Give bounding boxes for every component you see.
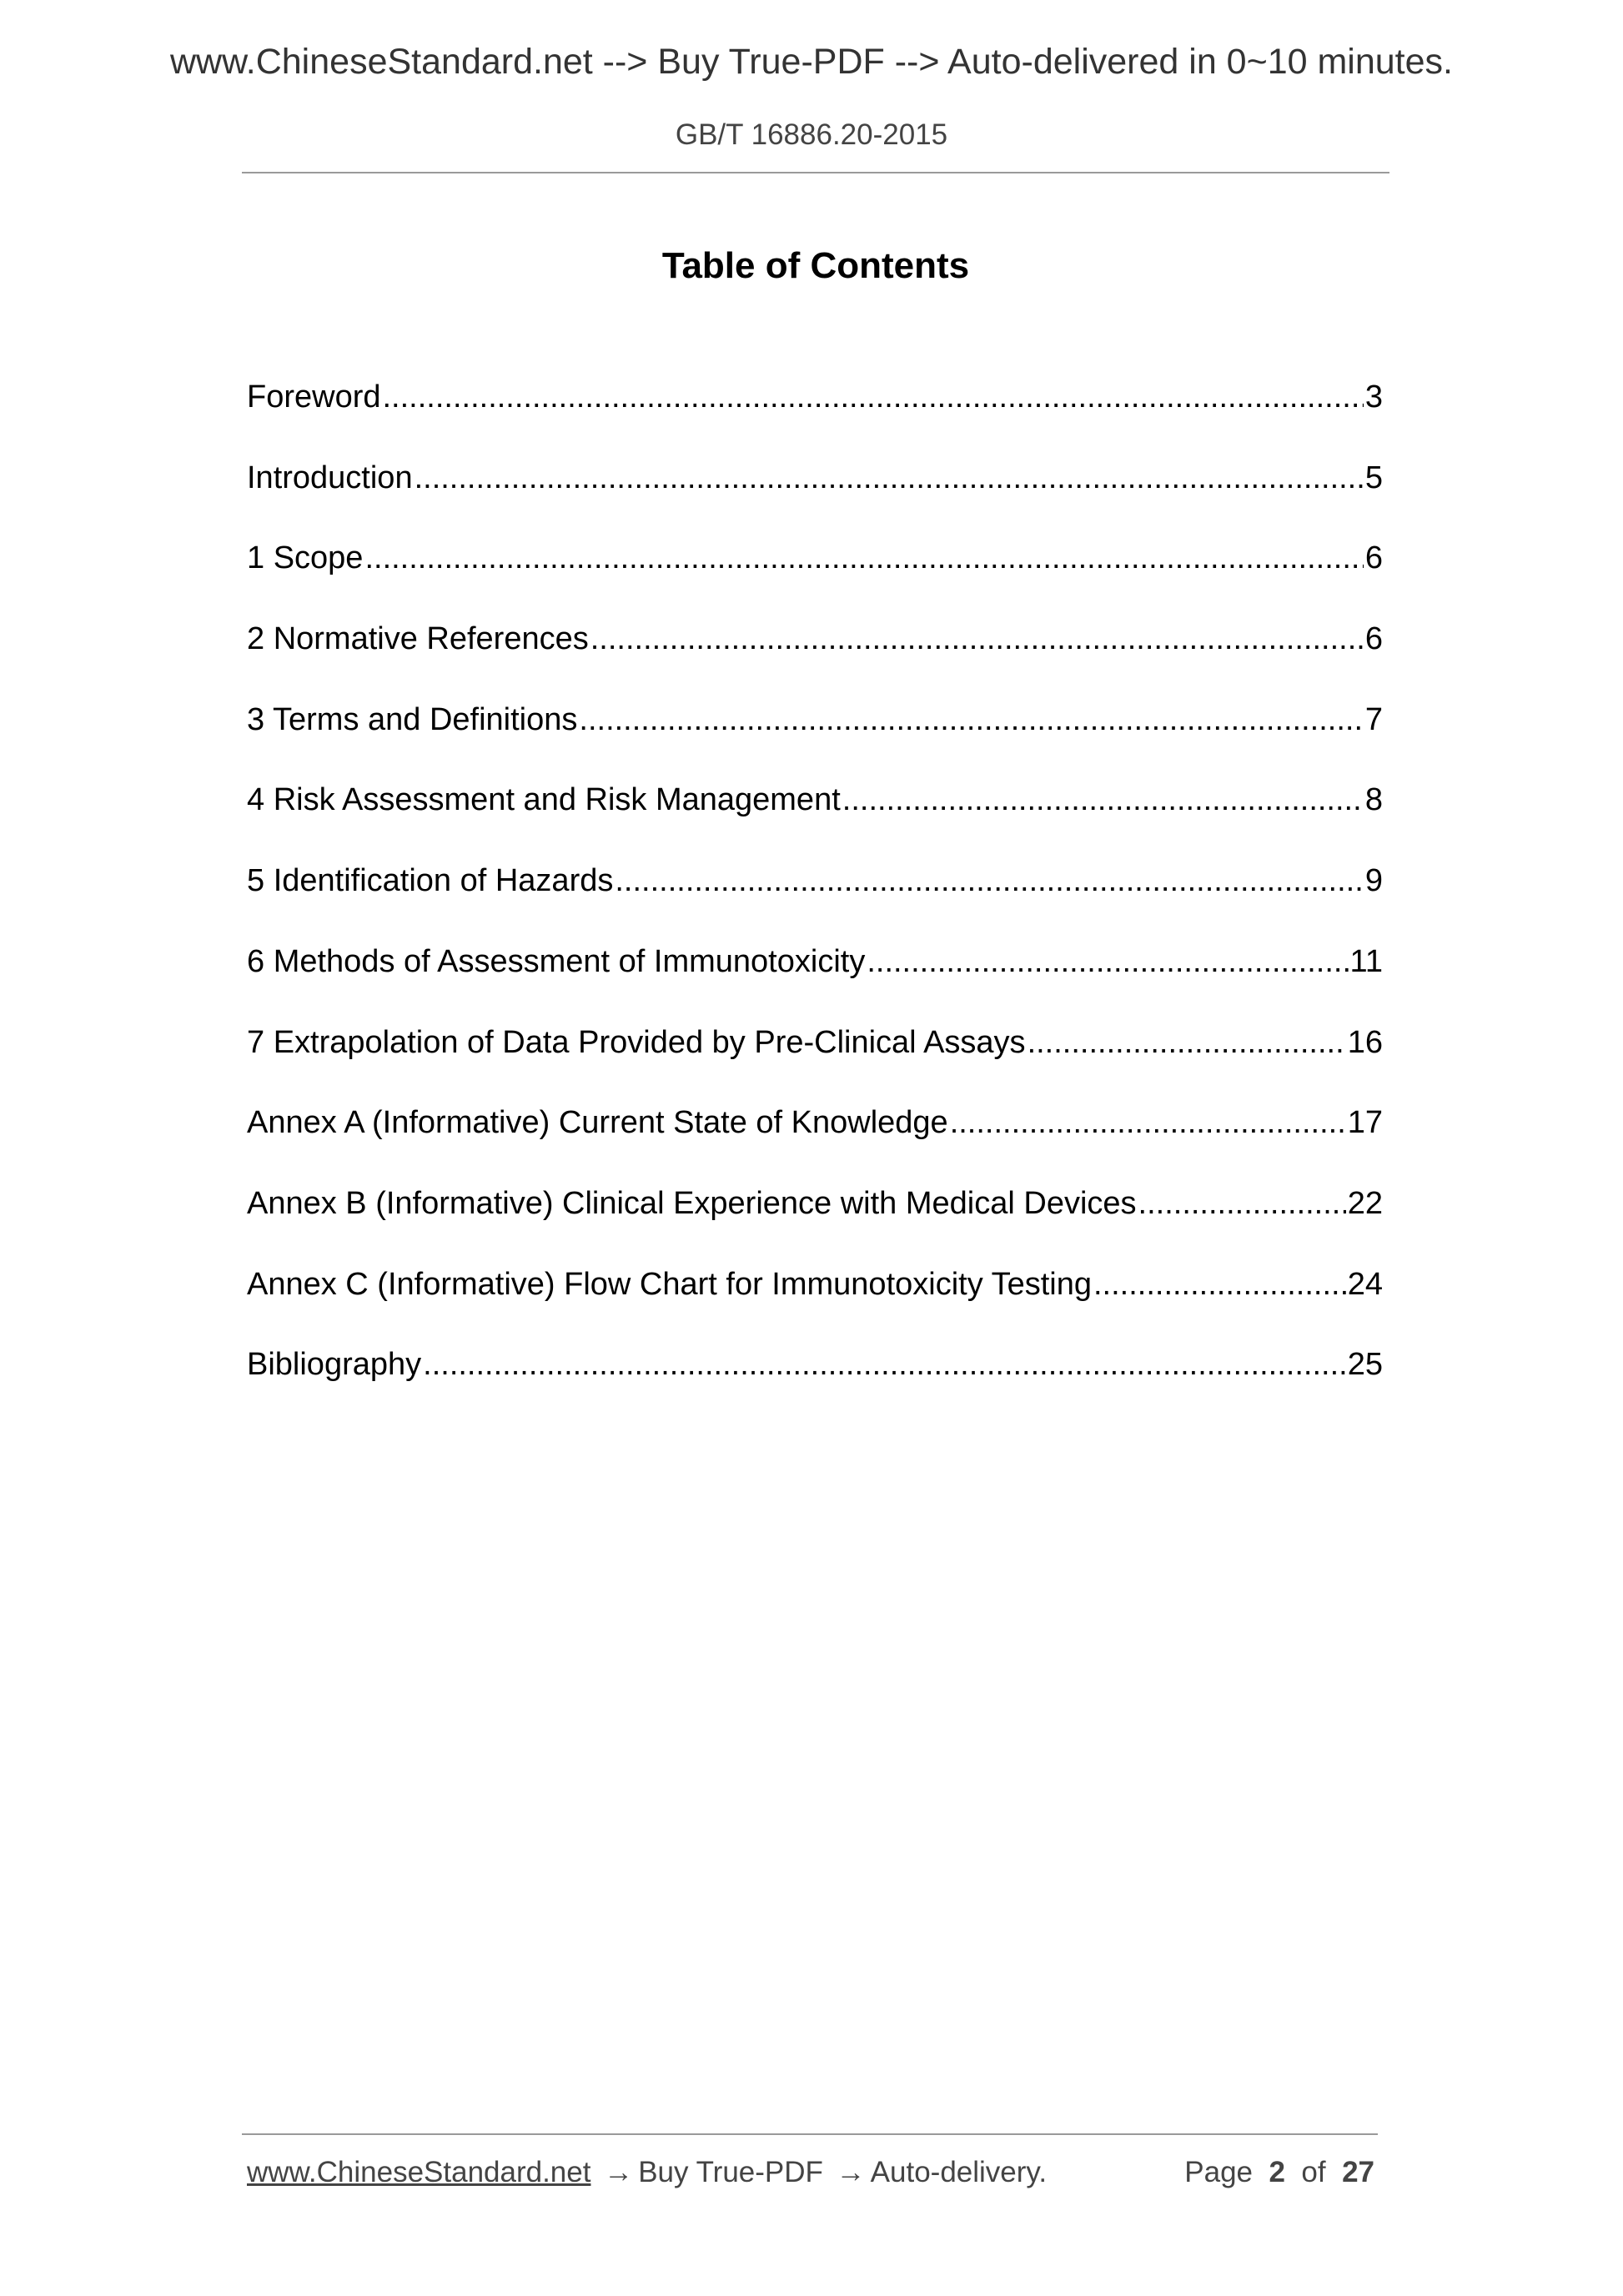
toc-entry-page: 8 (1364, 782, 1383, 818)
toc-entry-label: Annex A (Informative) Current State of Knowledge (247, 1105, 948, 1141)
page-label: Page (1184, 2156, 1254, 2188)
toc-entry-label: Annex B (Informative) Clinical Experience with Medical Devices (247, 1185, 1137, 1221)
total-pages-number: 27 (1342, 2156, 1374, 2188)
toc-entry-label: 7 Extrapolation of Data Provided by Pre-Clinical Assays (247, 1024, 1026, 1060)
footer-buy-text: Buy True-PDF (638, 2156, 823, 2188)
arrow-right-icon: → (604, 2156, 634, 2188)
toc-entry-introduction[interactable] (247, 460, 1383, 541)
footer-delivery-text: Auto-delivery. (870, 2156, 1048, 2188)
toc-entry-scope[interactable] (247, 540, 1383, 621)
toc-entry-label: 3 Terms and Definitions (247, 701, 578, 737)
toc-entry-foreword[interactable] (247, 379, 1383, 460)
toc-dot-leader (1028, 1025, 1346, 1061)
toc-dot-leader (1093, 1267, 1346, 1303)
site-banner: www.ChineseStandard.net --> Buy True-PDF --> Auto-delivered in 0~10 minutes. (169, 42, 1453, 82)
toc-entry-terms-definitions[interactable] (247, 702, 1383, 783)
toc-entry-normative-references[interactable] (247, 621, 1383, 702)
toc-entry-methods-assessment[interactable] (247, 944, 1383, 1025)
toc-entry-label: 6 Methods of Assessment of Immunotoxicity (247, 943, 866, 979)
footer-promo (247, 2156, 1047, 2189)
toc-dot-leader (590, 621, 1364, 657)
header-divider (242, 172, 1389, 173)
toc-dot-leader (579, 702, 1363, 738)
toc-entry-label: Bibliography (247, 1347, 422, 1383)
toc-entry-page: 7 (1364, 701, 1383, 737)
toc-dot-leader (842, 782, 1364, 818)
toc-entry-page: 9 (1364, 863, 1383, 899)
toc-dot-leader (867, 944, 1348, 980)
toc-dot-leader (383, 379, 1364, 415)
toc-entry-label: 5 Identification of Hazards (247, 863, 614, 899)
toc-dot-leader (1138, 1186, 1346, 1222)
toc-entry-bibliography[interactable] (247, 1347, 1383, 1428)
toc-entry-page: 25 (1347, 1347, 1383, 1383)
toc-entry-page: 6 (1364, 540, 1383, 576)
table-of-contents (247, 379, 1383, 1428)
toc-entry-label: 2 Normative References (247, 621, 589, 657)
toc-dot-leader (423, 1347, 1346, 1383)
arrow-right-icon: → (836, 2156, 866, 2188)
toc-entry-page: 24 (1347, 1266, 1383, 1302)
toc-entry-label: Foreword (247, 379, 381, 414)
toc-dot-leader (950, 1105, 1346, 1141)
toc-entry-page: 17 (1347, 1105, 1383, 1141)
page-counter (1184, 2156, 1374, 2189)
toc-entry-page: 3 (1364, 379, 1383, 414)
toc-entry-label: 1 Scope (247, 540, 364, 576)
toc-entry-page: 22 (1347, 1185, 1383, 1221)
toc-dot-leader (364, 540, 1363, 576)
toc-entry-risk-assessment[interactable] (247, 782, 1383, 863)
footer-divider (242, 2133, 1378, 2135)
toc-entry-label: Annex C (Informative) Flow Chart for Immunotoxicity Testing (247, 1266, 1092, 1302)
toc-title: Table of Contents (661, 245, 970, 286)
standard-code: GB/T 16886.20-2015 (675, 118, 948, 151)
toc-entry-extrapolation-data[interactable] (247, 1025, 1383, 1106)
toc-entry-page: 5 (1364, 460, 1383, 495)
toc-entry-page: 11 (1349, 943, 1383, 979)
current-page-number: 2 (1269, 2156, 1285, 2188)
footer-site-link[interactable]: www.ChineseStandard.net (247, 2156, 591, 2188)
toc-entry-page: 16 (1347, 1024, 1383, 1060)
toc-entry-label: 4 Risk Assessment and Risk Management (247, 782, 841, 818)
toc-entry-label: Introduction (247, 460, 413, 495)
of-label: of (1301, 2156, 1326, 2188)
toc-dot-leader (415, 460, 1364, 496)
toc-dot-leader (615, 863, 1364, 899)
toc-entry-annex-c[interactable] (247, 1267, 1383, 1348)
toc-entry-annex-b[interactable] (247, 1186, 1383, 1267)
page-footer (247, 2156, 1374, 2189)
toc-entry-identification-hazards[interactable] (247, 863, 1383, 944)
toc-entry-page: 6 (1364, 621, 1383, 657)
toc-entry-annex-a[interactable] (247, 1105, 1383, 1186)
